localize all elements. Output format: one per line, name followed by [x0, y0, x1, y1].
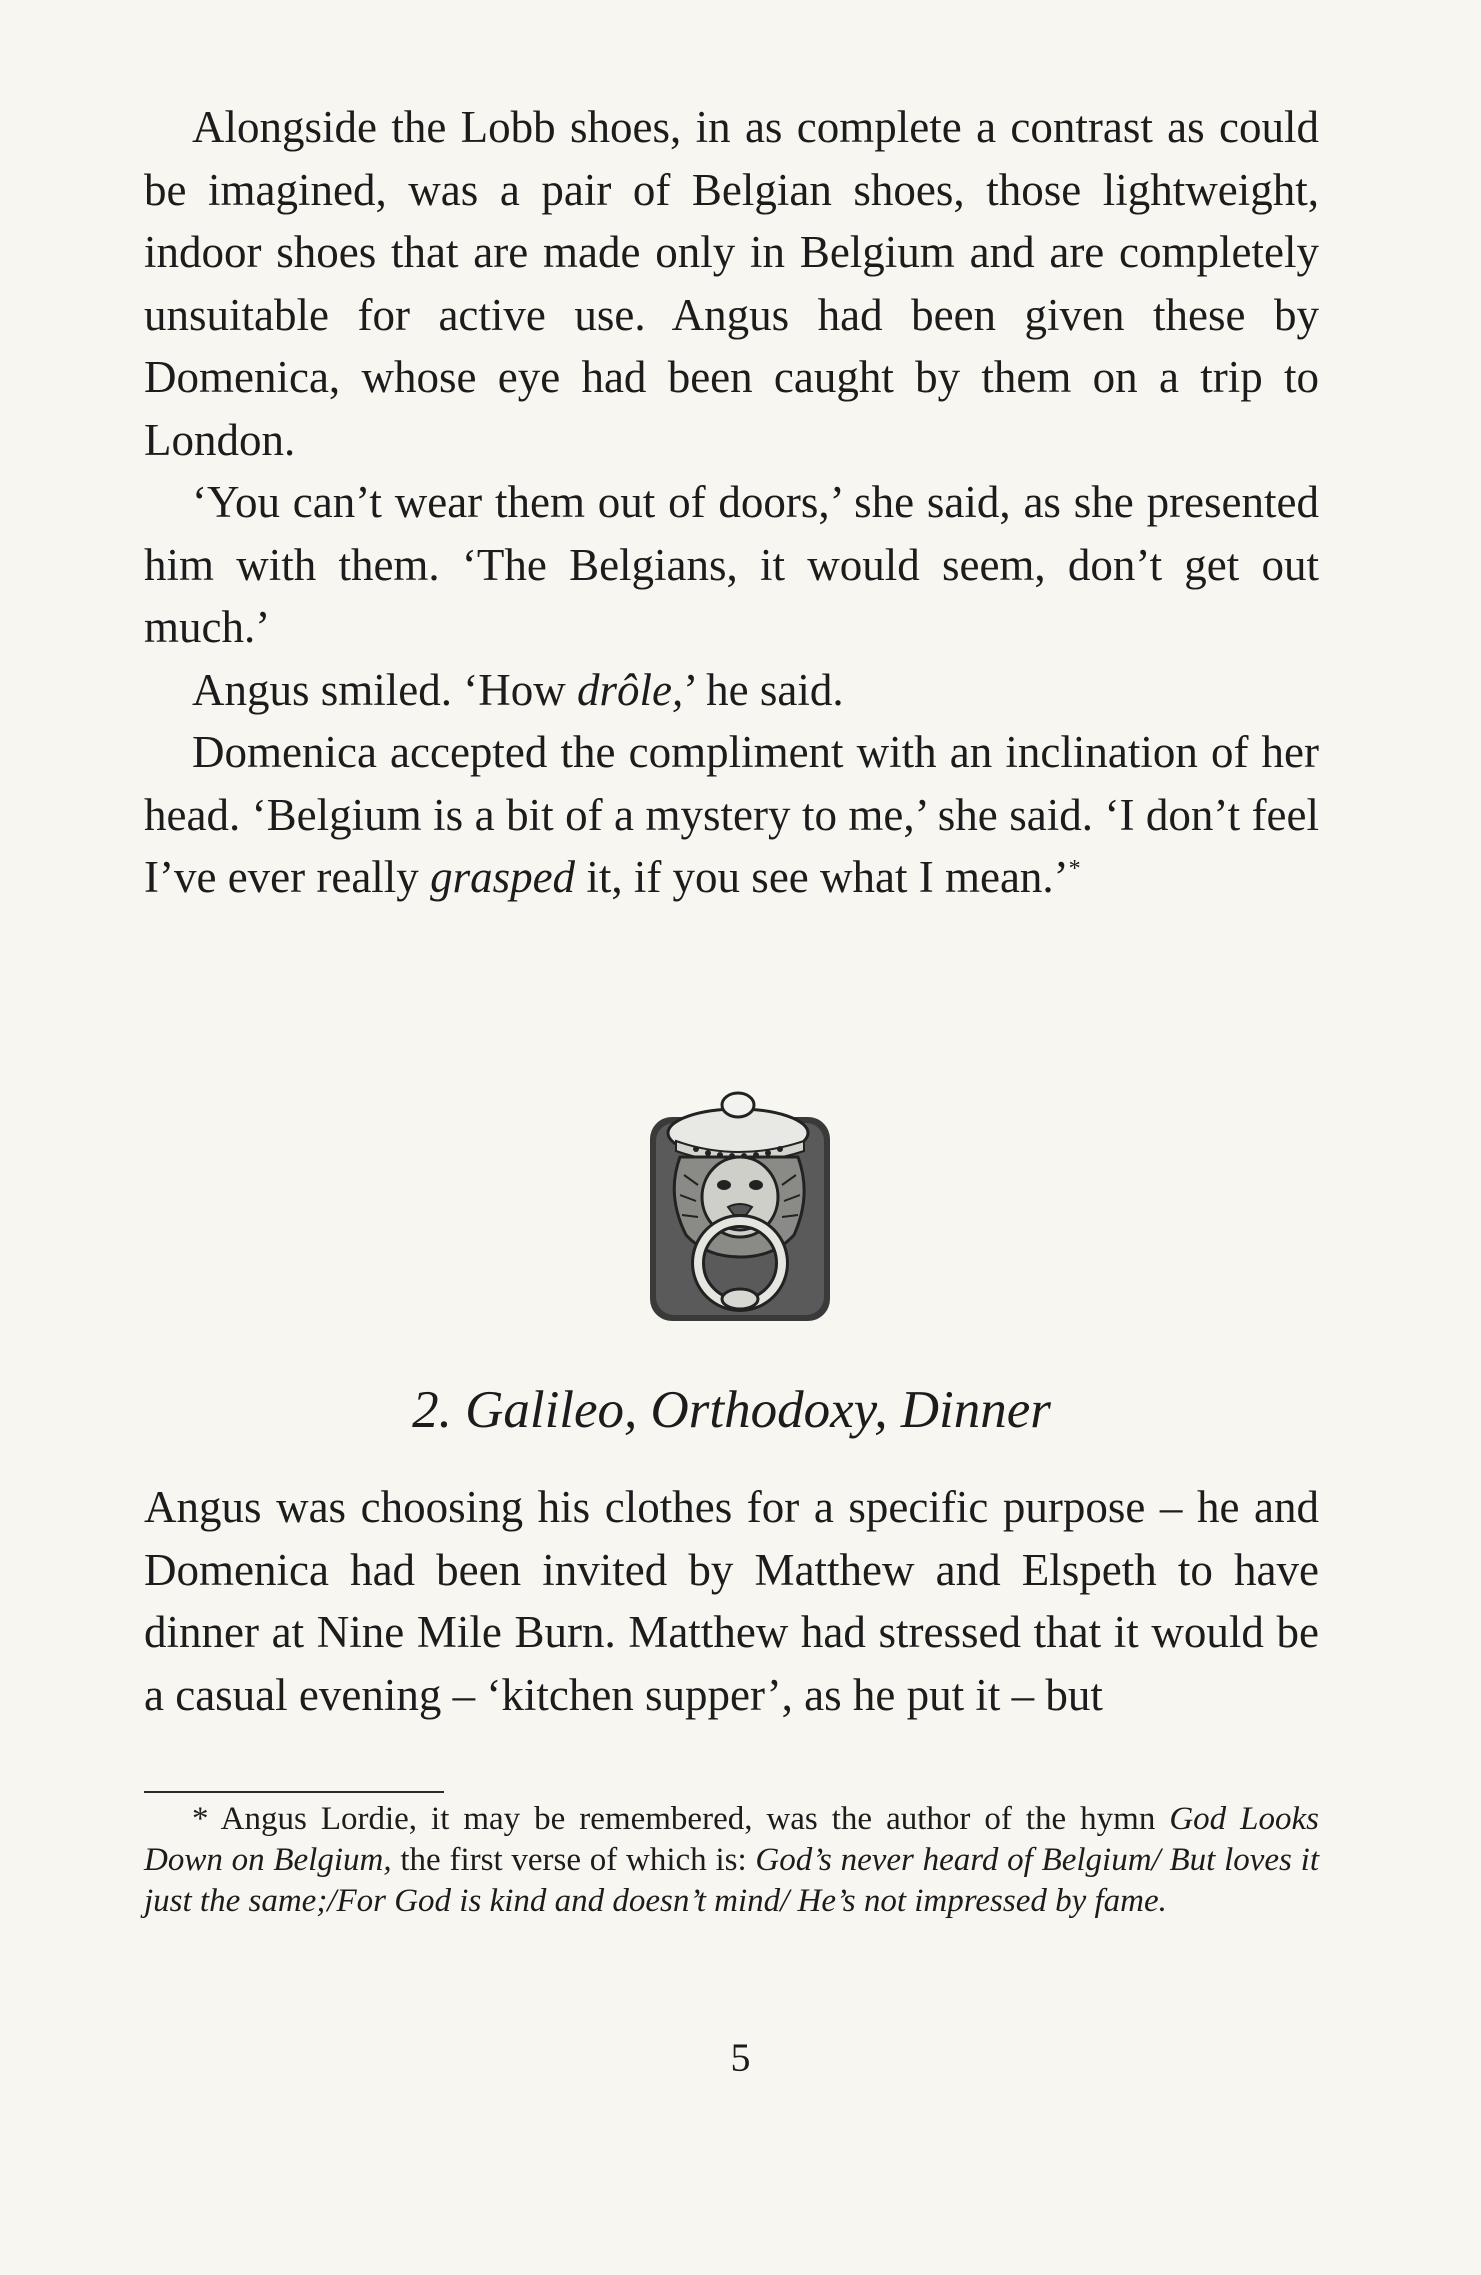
page-number: 5 — [730, 2035, 751, 2080]
footnote-text-1: Angus Lordie, it may be remembered, was the author of the hymn — [208, 1801, 1170, 1837]
paragraph-4 — [144, 721, 1319, 909]
lion-door-knocker-icon — [646, 1085, 834, 1325]
paragraph-3-text-before: Angus smiled. ‘How — [192, 664, 577, 715]
paragraph-2-text: ‘You can’t wear them out of doors,’ she said, as she presented him with them. ‘The Belgians, it would seem, don’t get out much.’ — [144, 477, 1319, 652]
footnote-text-2: the first verse of which is: — [391, 1842, 756, 1878]
footnote-verse: God’s never heard of Belgium/ But loves it just the same;/For God is kind and doesn’t mind/ He’s not impressed by fame. — [144, 1842, 1319, 1919]
paragraph-3 — [144, 659, 1319, 722]
paragraph-4-text-before: Domenica accepted the compliment with an inclination of her head. ‘Belgium is a bit of a mystery to me,’ she said. ‘I don’t feel I’ve ever really — [144, 727, 1319, 902]
body-text — [144, 96, 1319, 909]
paragraph-3-text-after: ’ he said. — [683, 664, 844, 715]
footnote — [144, 1799, 1319, 1922]
chapter-paragraph-1: Angus was choosing his clothes for a specific purpose – he and Domenica had been invited by Matthew and Elspeth to have dinner at Nine Mile Burn. Matthew had stressed that it would be a casual evening – ‘kitchen supper’, as he put it – but — [144, 1482, 1319, 1720]
paragraph-4-text-after: it, if you see what I mean.’ — [575, 852, 1069, 902]
footnote-divider — [144, 1791, 444, 1793]
footnote-hymn-title: God Looks Down on Belgium, — [144, 1801, 1319, 1878]
paragraph-2 — [144, 471, 1319, 659]
chapter-title: 2. Galileo, Orthodoxy, Dinner — [412, 1381, 1051, 1439]
footnote-asterisk: * — [192, 1801, 209, 1837]
footnote-marker: * — [1068, 856, 1081, 882]
paragraph-1-text: Alongside the Lobb shoes, in as complete a contrast as could be imagined, was a pair of Belgian shoes, those lightweight, indoor shoes that are made only in Belgium and are completely unsuitable for active use. Angus had been given these by Domenica, whose eye had been caught by them on a trip to London. — [144, 102, 1319, 465]
paragraph-3-italic: drôle, — [576, 664, 684, 715]
chapter-body — [144, 1476, 1319, 1726]
paragraph-1 — [144, 96, 1319, 471]
paragraph-4-italic: grasped — [430, 852, 576, 902]
